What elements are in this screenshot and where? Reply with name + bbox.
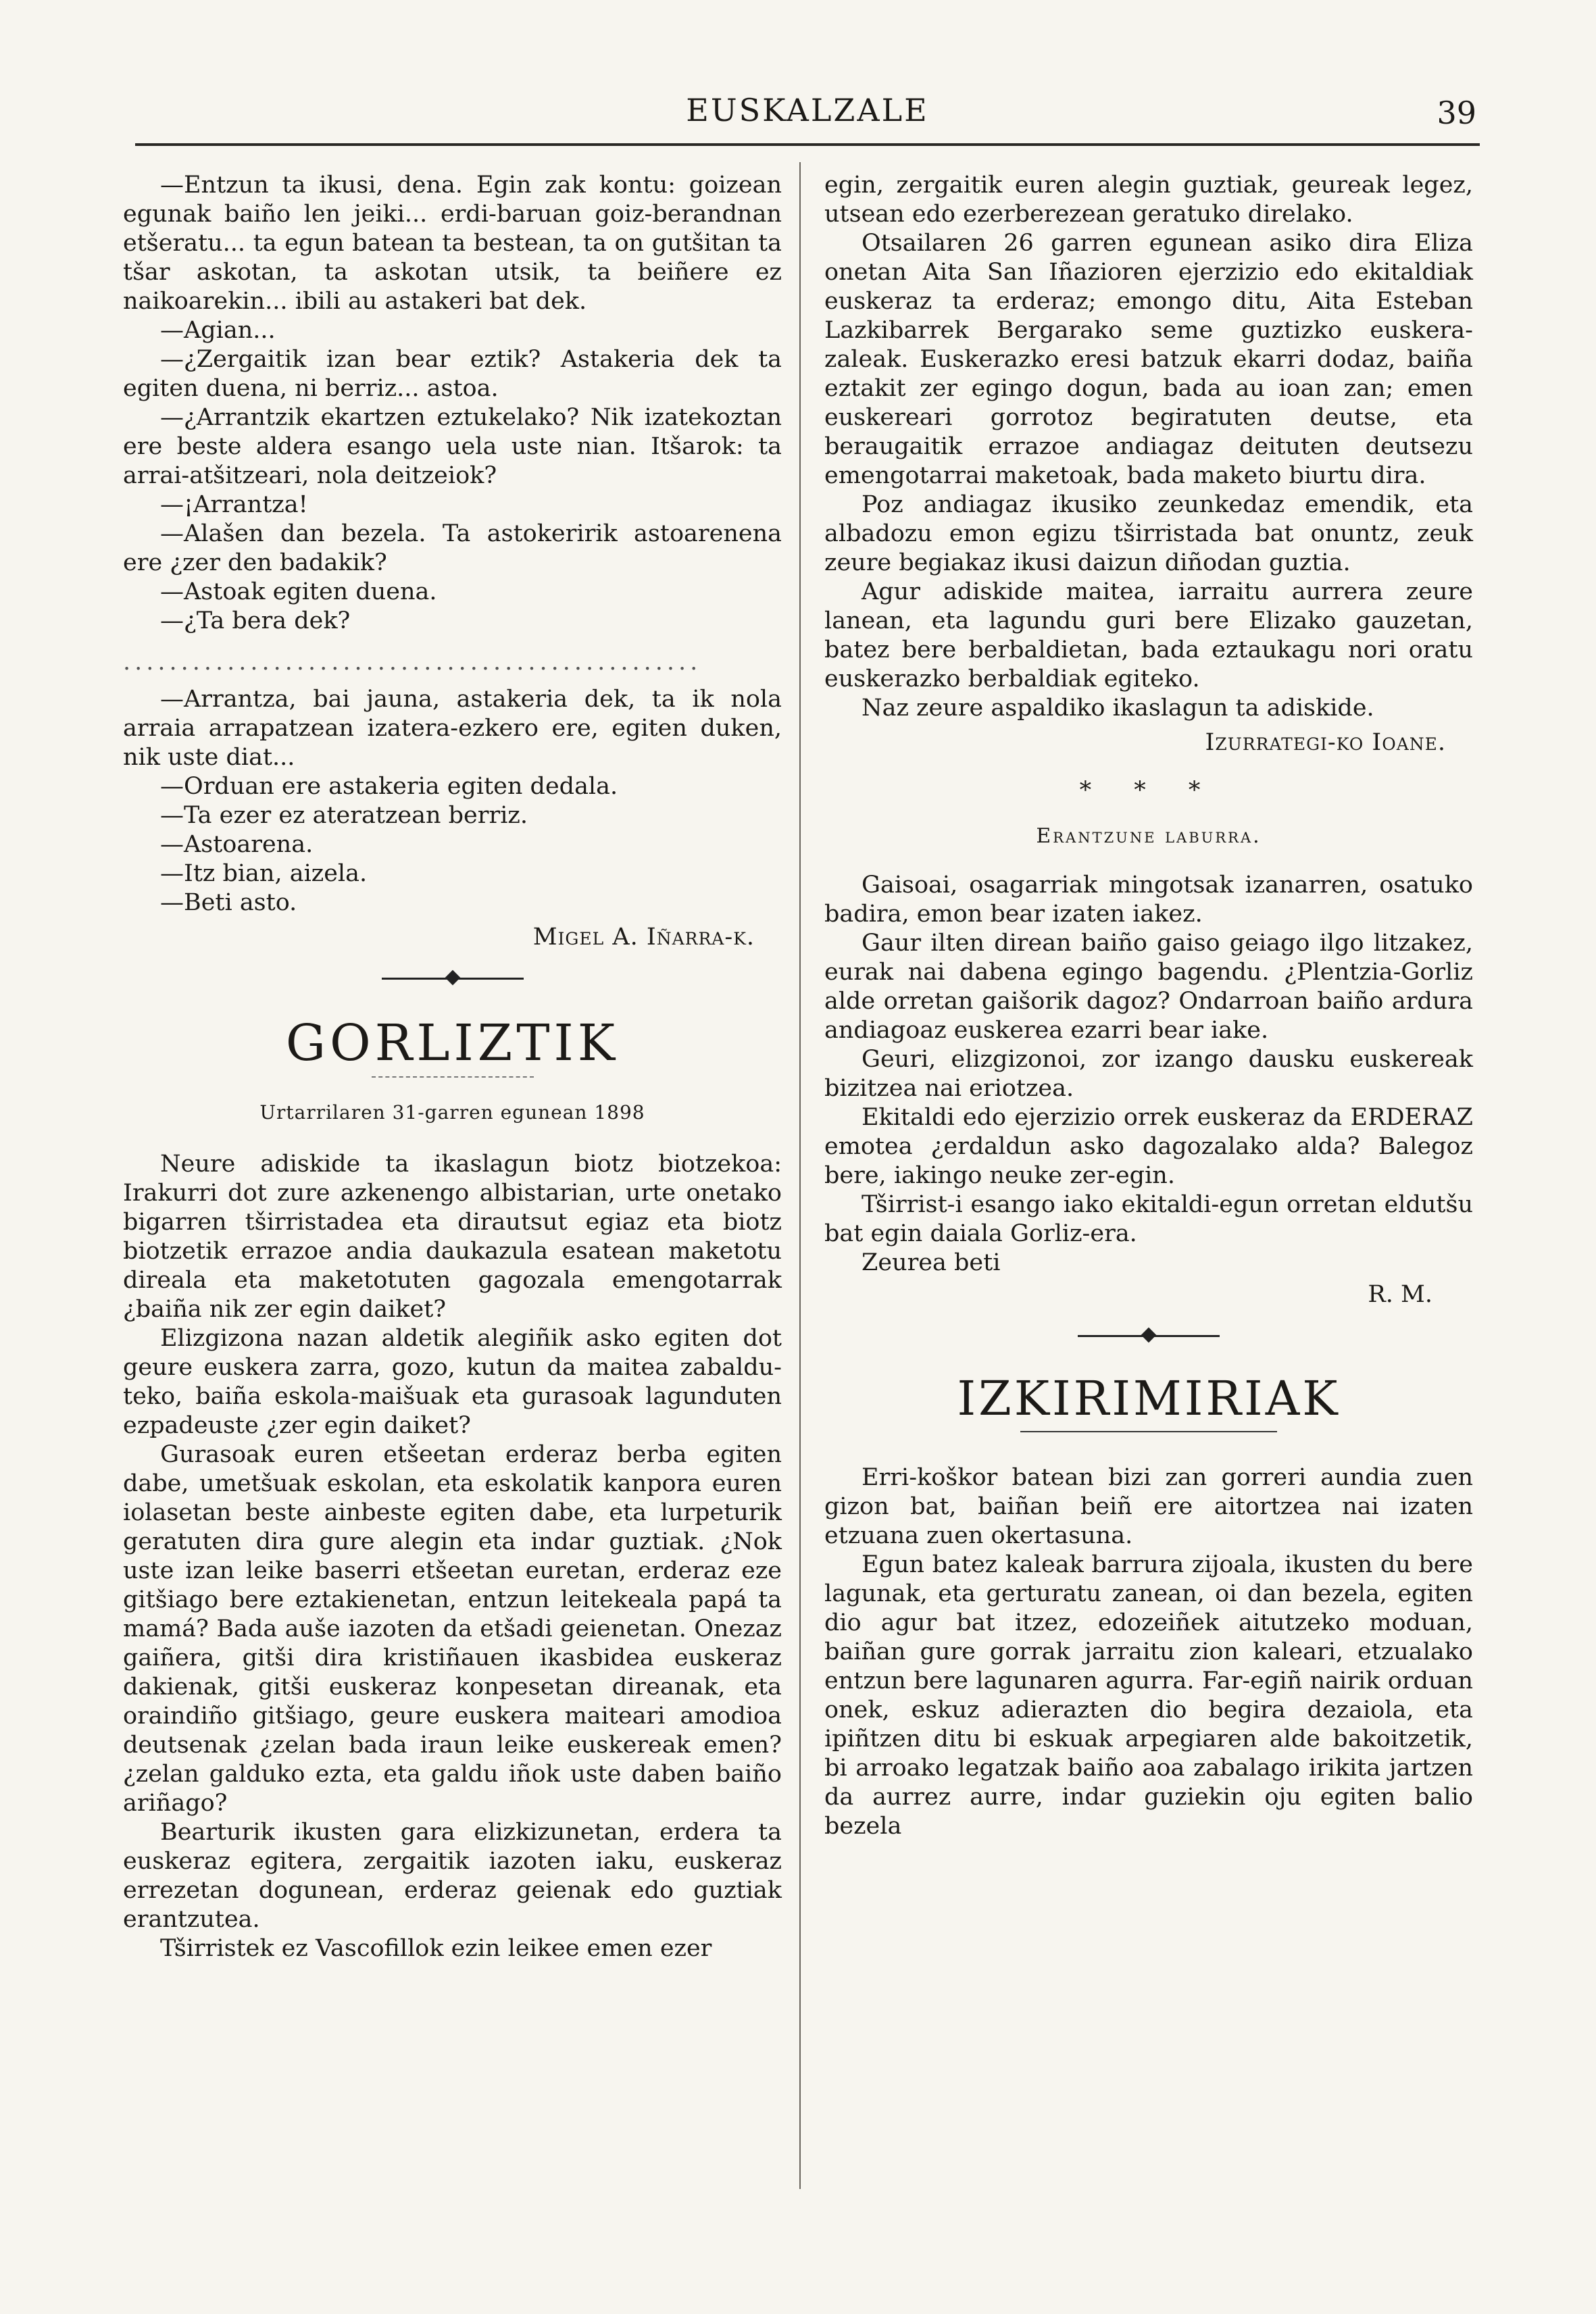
body-paragraph: Naz zeure aspaldiko ikaslagun ta adiskide. (862, 695, 1374, 722)
body-paragraph: Otsailaren 26 garren egunean asiko dira Eliza onetan Aita San Iñazioren ejerzizio edo ekitaldiak euskeraz ta erderaz; emongo ditu, Aita Esteban Lazkibarrek Bergarako seme guztizko euskera-zaleak. Euskerazko eresi batzuk ekarri dodaz, baiña eztakit zer egingo dogun, bada au ioan zan; emen euskereari gorrotoz begiratuten deutse, eta beraugaitik errazoe andiagaz deituten deutsezu emengotarrai maketoak, bada maketo biurtu dira. (824, 230, 1473, 489)
left-column (123, 171, 782, 1963)
dialogue-line: —Astoak egiten duena. (160, 578, 437, 605)
title-underline (372, 1076, 534, 1078)
page-header (139, 80, 1476, 131)
running-title: EUSKALZALE (686, 92, 929, 128)
dialogue-line: —Agian... (160, 317, 276, 344)
section-ornament (824, 1316, 1473, 1357)
body-paragraph: Egun batez kaleak barrura zijoala, ikusten du bere lagunak, eta gerturatu zanean, oi dan bezela, egiten dio agur bat itzez, edozeiñek aitutzeko moduan, baiñan gure gorrak jarraitu zion kaleari, etzualako entzun bere lagunaren agurra. Far-egiñ nairik orduan onek, eskuz adierazten dio begira dezaiola, eta ipiñtzen ditu bi eskuak arpegiaren alde bakoitzetik, bi arroako legatzak baiño aoa zabalago irikita jartzen da aurrez aurre, indar guziekin oju egiten balio bezela (824, 1551, 1473, 1840)
dialogue-line: —¿Ta bera dek? (160, 607, 351, 634)
dateline: Urtarrilaren 31-garren egunean 1898 (259, 1101, 645, 1124)
body-paragraph: Neure adiskide ta ikaslagun biotz biotzekoa: Irakurri dot zure azkenengo albistarian, urte onetako bigarren tširristadea eta dirautsut egiaz eta biotz biotzetik errazoe andia daukazula esatean maketotu direala eta maketotuten gagozala emengotarrak ¿baiña nik zer egin daiket? (123, 1151, 782, 1323)
dialogue-line: —Ta ezer ez ateratzean berriz. (160, 802, 528, 829)
dialogue-line: —¡Arrantza! (160, 491, 308, 518)
dialogue-line: —Arrantza, bai jauna, astakeria dek, ta ik nola arraia arrapatzean izatera-ezkero ere, egiten duken, nik uste diat... (123, 686, 782, 771)
body-paragraph: Erri-koškor batean bizi zan gorreri aundia zuen gizon bat, baiñan beiñ ere aitortzea nai izaten etzuana zuen okertasuna. (824, 1464, 1473, 1549)
section-ornament (123, 959, 782, 999)
header-rule (135, 143, 1480, 146)
subtitle-reply: Erantzune laburra. (1036, 824, 1262, 848)
body-paragraph: Gaur ilten direan baiño gaiso geiago ilgo litzakez, eurak nai dabena egingo bagendu. ¿Plentzia-Gorliz alde orretan gaišorik dagoz? Ondarroan baiño ardura andiagoaz euskerea ezarri bear iake. (824, 930, 1473, 1044)
dialogue-line: —Entzun ta ikusi, dena. Egin zak kontu: goizean egunak baiño len jeiki... erdi-baruan goiz-berandnan etšeratu... ta egun batean ta bestean, ta on gutšitan ta tšar askotan, ta askotan utsik, ta beiñere ez naikoarekin... ibili au astakeri bat dek. (123, 172, 782, 315)
closing-line: Zeurea beti (862, 1249, 1001, 1276)
body-paragraph: Geuri, elizgizonoi, zor izango dausku euskereak bizitzea nai eriotzea. (824, 1046, 1473, 1102)
dialogue-line: —Itz bian, aizela. (160, 860, 368, 887)
dialogue-line: —Astoarena. (160, 831, 314, 858)
dialogue-line: —Beti asto. (160, 889, 297, 916)
page-number: 39 (1437, 95, 1476, 131)
body-paragraph: Gurasoak euren etšeetan erderaz berba egiten dabe, umetšuak eskolan, eta eskolatik kanpora euren iolasetan beste ainbeste egiten dabe, eta lurpeturik geratuten dira gure alegin eta indar guztiak. ¿Nok uste izan leike baserri etšeetan euretan, erderaz eze gitšiago bere eztakienetan, entzun leitekeala papá ta mamá? Bada auše iazoten da etšadi geienetan. Onezaz gaiñera, gitši dira kristiñauen ikasbidea euskeraz dakienak, gitši euskeraz konpesetan direanak, eta oraindiño gitšiago, geure euskera maiteari amodioa deutsenak ¿zelan bada iraun leike euskereak emen? ¿zelan galduko ezta, eta galdu iñok uste daben baiño ariñago? (123, 1441, 782, 1817)
body-paragraph: Gaisoai, osagarriak mingotsak izanarren, osatuko badira, emon bear izaten iakez. (824, 872, 1473, 928)
author-signature: Migel A. Iñarra-k. (532, 924, 755, 951)
section-title-gorliztik: GORLIZTIK (285, 1014, 620, 1072)
right-column (824, 171, 1473, 1841)
body-paragraph: Bearturik ikusten gara elizkizunetan, erdera ta euskeraz egitera, zergaitik iazoten iaku, euskeraz errezetan dogunean, erderaz geienak edo guztiak erantzutea. (123, 1819, 782, 1933)
body-paragraph: Tširristek ez Vascofillok ezin leikee emen ezer (160, 1935, 712, 1962)
body-paragraph: Ekitaldi edo ejerzizio orrek euskeraz da ERDERAZ emotea ¿erdaldun asko dagozalako alda? Balegoz bere, iakingo neuke zer-egin. (824, 1104, 1473, 1189)
body-paragraph: Elizgizona nazan aldetik alegiñik asko egiten dot geure euskera zarra, gozo, kutun da maitea zabaldu-teko, baiña eskola-maišuak eta gurasoak lagunduten ezpadeuste ¿zer egin daiket? (123, 1325, 782, 1439)
body-paragraph: Agur adiskide maitea, iarraitu aurrera zeure lanean, eta lagundu guri bere Elizako gauzetan, batez bere berbaldietan, bada eztaukagu nori oratu euskerazko berbaldiak egiteko. (824, 578, 1473, 693)
dialogue-line: —Alašen dan bezela. Ta astokeririk astoarenena ere ¿zer den badakik? (123, 520, 782, 576)
dotted-separator: .................................................. (123, 649, 702, 676)
title-underline (1020, 1431, 1277, 1432)
body-paragraph: Tširrist-i esango iako ekitaldi-egun orretan eldutšu bat egin daiala Gorliz-era. (824, 1191, 1473, 1247)
body-paragraph: Poz andiagaz ikusiko zeunkedaz emendik, eta albadozu emon egizu tširristada bat onuntz, zeuk zeure begiakaz ikusi daizun diñodan guztia. (824, 491, 1473, 576)
body-paragraph: egin, zergaitik euren alegin guztiak, geureak legez, utsean edo ezerberezean geratuko direlako. (824, 172, 1473, 228)
dialogue-line: —¿Arrantzik ekartzen eztukelako? Nik izatekoztan ere beste aldera esango uela uste nian. Itšarok: ta arrai-atšitzeari, nola deitzeiok? (123, 404, 782, 489)
section-title-izkirimiriak: IZKIRIMIRIAK (957, 1371, 1341, 1426)
author-signature: Izurrategi-ko Ioane. (1205, 729, 1446, 756)
column-divider (799, 162, 801, 2189)
author-signature: R. M. (1368, 1281, 1432, 1308)
dialogue-line: —Orduan ere astakeria egiten dedala. (160, 773, 618, 800)
asterism: * * * (1079, 777, 1218, 804)
dialogue-line: —¿Zergaitik izan bear eztik? Astakeria dek ta egiten duena, ni berriz... astoa. (123, 346, 782, 402)
